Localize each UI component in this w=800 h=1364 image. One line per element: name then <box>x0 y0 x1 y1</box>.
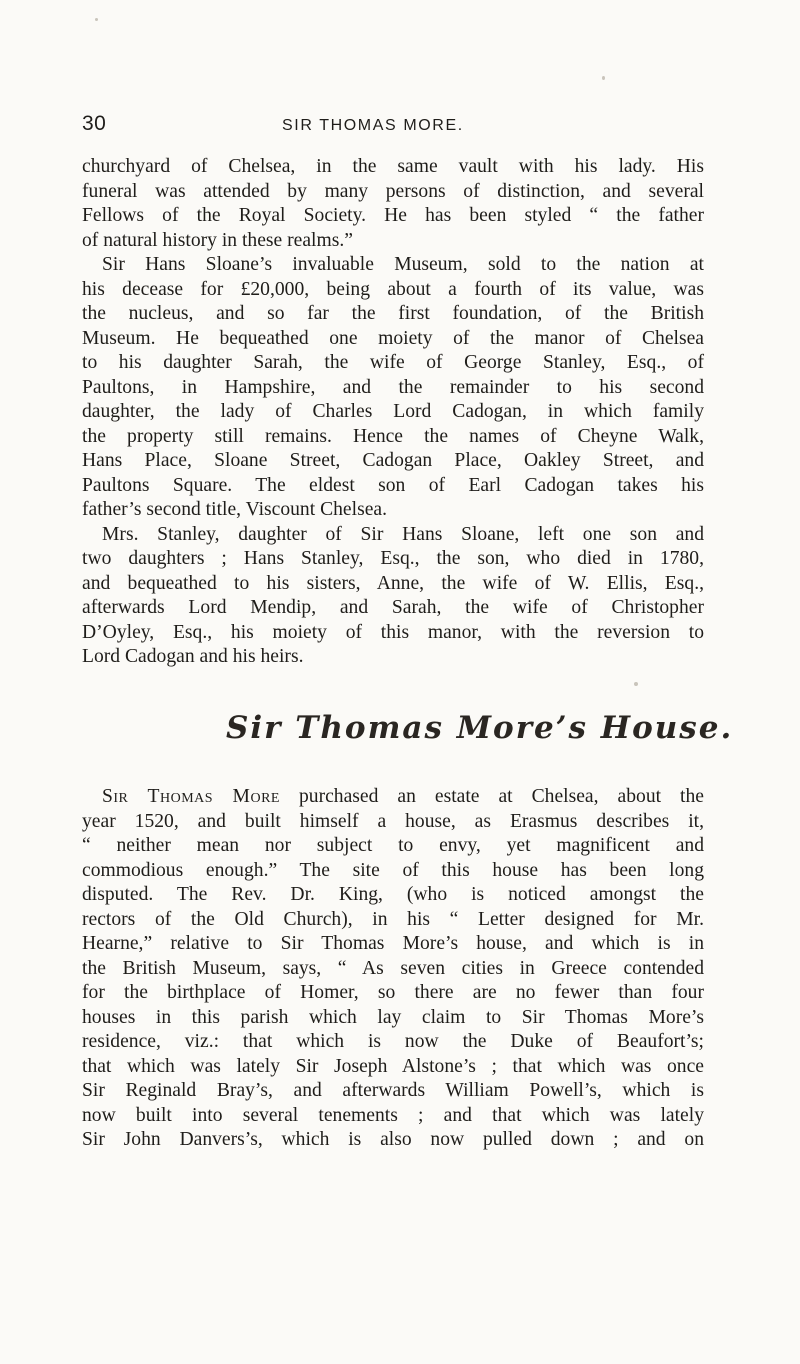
text-line: daughter, the lady of Charles Lord Cadogan, in which family <box>82 401 704 422</box>
text-line: Paultons Square. The eldest son of Earl Cadogan takes his <box>82 474 704 496</box>
text-line: churchyard of Chelsea, in the same vault with his lady. His <box>82 156 704 177</box>
text-line: two daughters ; Hans Stanley, Esq., the son, who died in 1780, <box>82 548 704 569</box>
text-line: disputed. The Rev. Dr. King, (who is noticed amongst the <box>82 884 704 905</box>
lead-small-caps: Sir Thomas More <box>102 786 280 807</box>
text-line: Sir John Danvers’s, which is also now pulled down ; and on <box>82 1129 704 1150</box>
text-line: D’Oyley, Esq., his moiety of this manor, with the reversion to <box>82 621 704 643</box>
text-line: residence, viz.: that which is now the Duke of Beaufort’s; <box>82 1031 704 1052</box>
text-line: afterwards Lord Mendip, and Sarah, the wife of Christopher <box>82 597 704 618</box>
text-line: houses in this parish which lay claim to Sir Thomas More’s <box>82 1006 704 1028</box>
text-line: the nucleus, and so far the first foundation, of the British <box>82 303 704 324</box>
text-line: funeral was attended by many persons of distinction, and several <box>82 180 704 202</box>
text-line: “ neither mean nor subject to envy, yet magnificent and <box>82 835 704 856</box>
text-line <box>82 785 704 810</box>
text-line: father’s second title, Viscount Chelsea. <box>82 499 387 520</box>
text-line: of natural history in these realms.” <box>82 229 353 251</box>
text-line: Sir Reginald Bray’s, and afterwards William Powell’s, which is <box>82 1080 704 1101</box>
lead-continuation: purchased an estate at Chelsea, about the <box>279 786 704 807</box>
body-text-bottom <box>82 785 704 1153</box>
text-line: Mrs. Stanley, daughter of Sir Hans Sloane, left one son and <box>102 523 704 545</box>
text-line: Hearne,” relative to Sir Thomas More’s house, and which is in <box>82 933 704 954</box>
text-line: Lord Cadogan and his heirs. <box>82 646 304 667</box>
text-line: rectors of the Old Church), in his “ Letter designed for Mr. <box>82 908 704 930</box>
body-text-top <box>82 155 704 670</box>
running-title: SIR THOMAS MORE. <box>282 117 464 134</box>
text-line: the property still remains. Hence the names of Cheyne Walk, <box>82 425 704 447</box>
text-line: for the birthplace of Homer, so there are no fewer than four <box>82 982 704 1003</box>
text-line: Sir Hans Sloane’s invaluable Museum, sold to the nation at <box>102 254 704 275</box>
text-line: the British Museum, says, “ As seven cities in Greece contended <box>82 957 704 979</box>
text-line: his decease for £20,000, being about a fourth of its value, was <box>82 278 704 300</box>
text-line: Hans Place, Sloane Street, Cadogan Place, Oakley Street, and <box>82 450 704 471</box>
section-heading: Sir Thomas More’s House. <box>226 710 734 746</box>
text-line: to his daughter Sarah, the wife of George Stanley, Esq., of <box>82 352 704 373</box>
page-number: 30 <box>82 112 107 135</box>
text-line: Paultons, in Hampshire, and the remainder to his second <box>82 376 704 398</box>
text-line: that which was lately Sir Joseph Alstone’s ; that which was once <box>82 1055 704 1077</box>
text-line: and bequeathed to his sisters, Anne, the wife of W. Ellis, Esq., <box>82 572 704 594</box>
text-line: commodious enough.” The site of this house has been long <box>82 859 704 881</box>
text-line: Fellows of the Royal Society. He has been styled “ the father <box>82 205 704 226</box>
running-head <box>82 112 700 142</box>
text-line: year 1520, and built himself a house, as Erasmus describes it, <box>82 810 704 832</box>
text-line: Museum. He bequeathed one moiety of the manor of Chelsea <box>82 327 704 349</box>
text-line: now built into several tenements ; and that which was lately <box>82 1104 704 1126</box>
